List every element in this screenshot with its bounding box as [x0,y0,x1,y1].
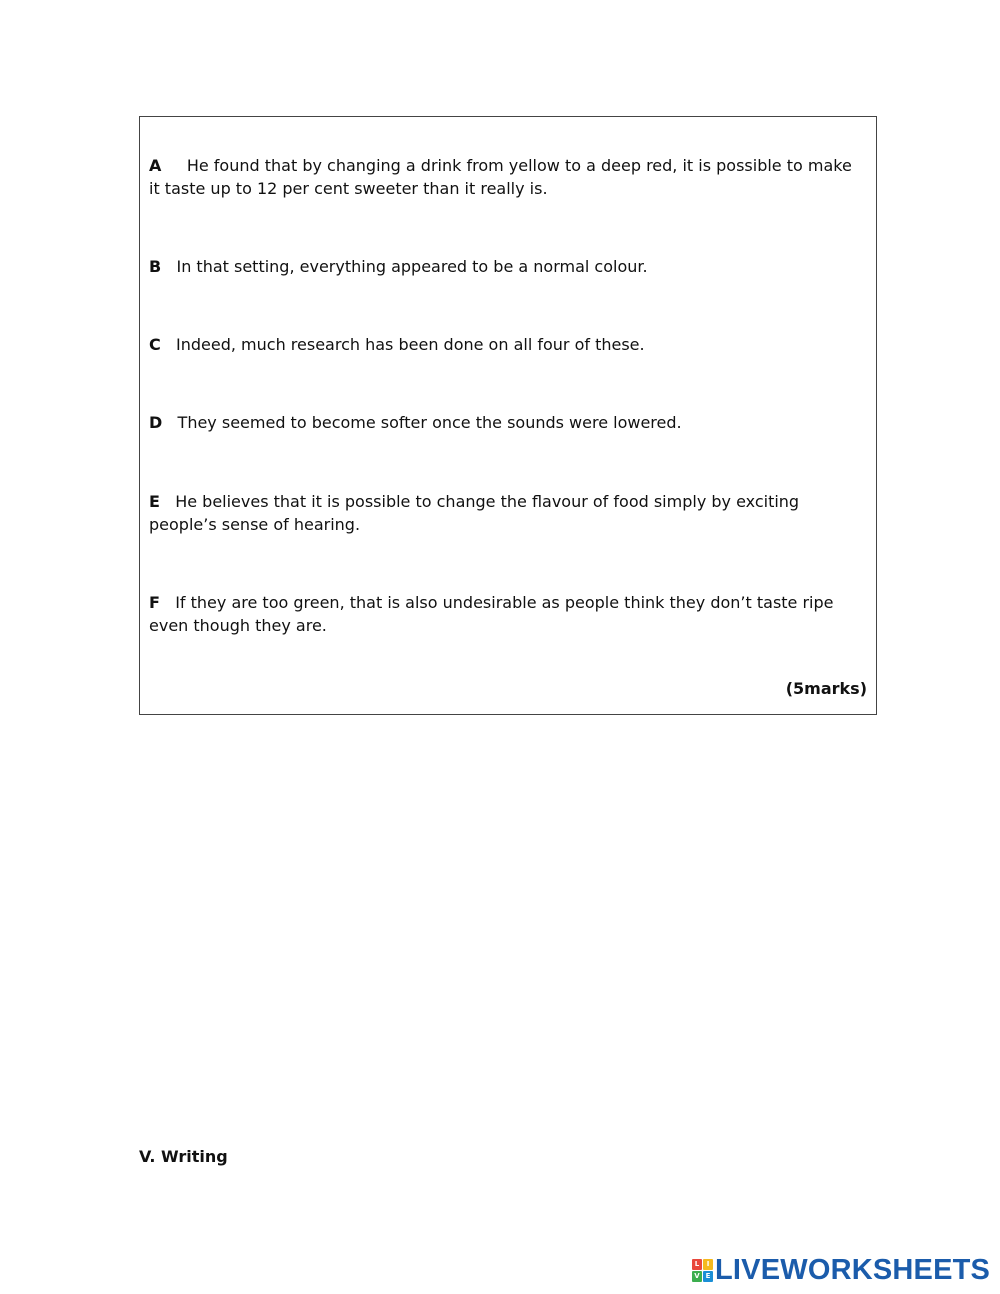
option-letter: D [149,413,163,432]
option-letter: C [149,335,161,354]
option-letter: B [149,257,162,276]
answer-options-box [139,116,877,715]
option-f [149,591,864,637]
logo-tile: L [692,1259,702,1270]
marks-label: (5marks) [785,679,867,698]
section-title: V. Writing [139,1147,228,1166]
option-text: He found that by changing a drink from yellow to a deep red, it is possible to make it taste up to 12 per cent sweeter than it really is. [149,156,852,198]
logo-tile: I [703,1259,713,1270]
option-letter: F [149,593,160,612]
logo-icon [692,1259,712,1281]
option-letter: A [149,156,162,175]
option-d [149,411,864,434]
option-text: They seemed to become softer once the sounds were lowered. [177,413,682,432]
option-a [149,154,864,200]
option-text: He believes that it is possible to change the flavour of food simply by exciting people’s sense of hearing. [149,492,800,534]
option-text: Indeed, much research has been done on all four of these. [176,335,645,354]
logo-tile: V [692,1271,702,1282]
option-e [149,490,864,536]
option-text: If they are too green, that is also undesirable as people think they don’t taste ripe even though they are. [149,593,834,635]
option-b [149,255,864,278]
option-text: In that setting, everything appeared to be a normal colour. [176,257,648,276]
option-c [149,333,864,356]
option-letter: E [149,492,160,511]
logo-tile: E [703,1271,713,1282]
logo-text: LIVEWORKSHEETS [715,1253,991,1286]
liveworksheets-logo [692,1253,991,1286]
